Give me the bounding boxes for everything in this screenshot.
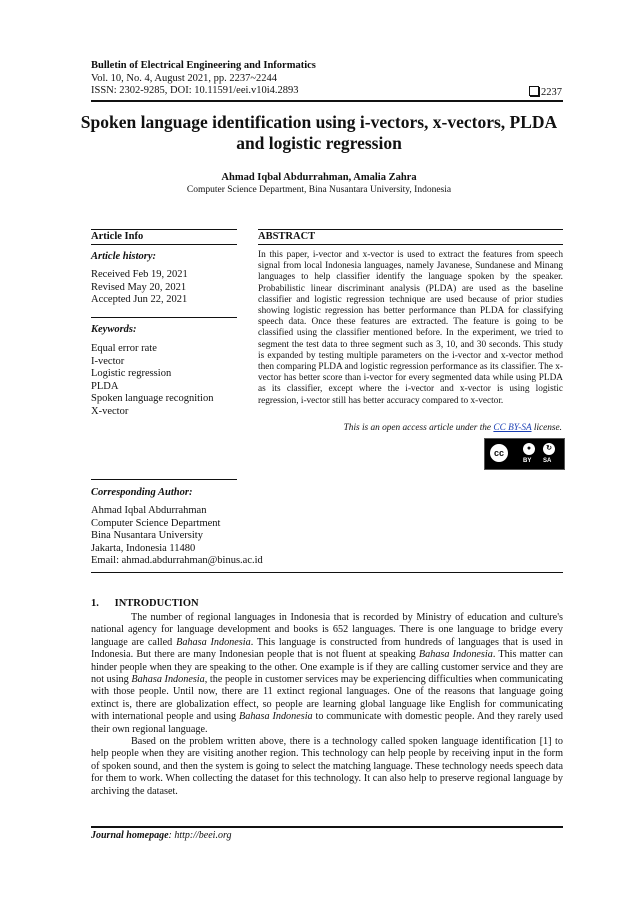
keyword-item: Spoken language recognition [91,393,214,404]
abstract-heading-rule [258,244,563,245]
abstract-heading: ABSTRACT [258,231,316,242]
footer-rule [91,826,563,828]
text-run: The number of regional languages in Indonesia that is recorded by Ministry of education and culture's national agency for language development and books is 652 languages. There is one language to bridge every language are called [91,612,563,648]
info-heading-rule [91,244,237,245]
page-box-icon [529,86,539,96]
page-number: 2237 [529,86,562,98]
corresponding-details [91,505,263,568]
history-rule [91,317,237,318]
issn-doi: ISSN: 2302-9285, DOI: 10.11591/eei.v10i4.2893 [91,85,299,96]
corresponding-university: Bina Nusantara University [91,530,203,541]
italic-term: Bahasa Indonesia [176,636,251,648]
history-received: Received Feb 19, 2021 [91,269,188,280]
keyword-item: PLDA [91,380,119,392]
journal-name: Bulletin of Electrical Engineering and Informatics [91,60,316,71]
authors: Ahmad Iqbal Abdurrahman, Amalia Zahra [221,172,417,183]
paper-title: Spoken language identification using i-vectors, x-vectors, PLDA and logistic regression [80,112,558,153]
header-rule [91,100,563,102]
article-info-heading: Article Info [91,231,144,242]
history-revised: Revised May 20, 2021 [91,281,187,293]
italic-term: Bahasa Indonesia [418,649,493,661]
italic-term: Bahasa Indonesia [131,674,205,686]
info-top-rule [91,229,237,230]
volume-info: Vol. 10, No. 4, August 2021, pp. 2237~2244 [91,72,278,84]
keywords-heading: Keywords: [91,324,137,335]
text-run: to communicate with domestic people. And they rarely used their own regional language. [91,711,563,735]
homepage-url[interactable]: : http://beei.org [168,830,232,841]
front-matter-rule [91,572,563,573]
abstract-text: In this paper, i-vector and x-vector is used to extract the features from speech signal from local Indonesia languages, namely Javanese, Sundanese and Minang languages to help classifier identify the language spoken by the speaker. Probabilistic linear discriminant analysis (PLDA) are used as the baseline classifier and logistic regression technique are used because of prior studies showing logistic regression has better performance than PLDA for classifying speech data. Once these features are extracted. The feature is going to be classified using the classifier mentioned before. In the experiment, we tried to segment the test data to three segment such as 3, 10, and 30 seconds. This study is expanded by testing multiple parameters on the i-vector and x-vector method then comparing PLDA and logistic regression performance as its classifier. The x-vector has better score than i-vector for every segmented data while using PLDA as its classifier, except where the i-vector and x-vector is using logistic regression, i-vector still has better accuracy compared to x-vector. [258,250,563,406]
intro-paragraph-1 [91,612,563,736]
corresponding-name: Ahmad Iqbal Abdurrahman [91,505,207,516]
corresponding-rule [91,479,237,480]
abstract-top-rule [258,229,563,230]
license-line: This is an open access article under the CC BY-SA license. [343,423,562,433]
cc-by-sa-badge[interactable] [484,438,565,470]
keyword-item: Logistic regression [91,368,172,379]
journal-homepage: Journal homepage: http://beei.org [91,830,232,841]
by-label: BY [523,458,532,464]
cc-by-sa-link[interactable]: CC BY-SA [493,423,532,433]
sa-label: SA [543,458,552,464]
journal-header [91,60,316,98]
italic-term: Bahasa Indonesia [239,711,313,723]
cc-icon: cc [488,442,510,464]
affiliation: Computer Science Department, Bina Nusantara University, Indonesia [186,185,452,195]
sa-share-icon: ↻ [543,443,555,455]
intro-heading: 1. INTRODUCTION [91,598,199,609]
by-person-icon: ● [523,443,535,455]
history-heading: Article history: [91,251,157,262]
history-list [91,269,188,307]
intro-body [91,612,563,798]
corresponding-department: Computer Science Department [91,517,221,529]
corresponding-heading: Corresponding Author: [91,487,193,498]
corresponding-address: Jakarta, Indonesia 11480 [91,542,196,554]
corresponding-email: Email: ahmad.abdurrahman@binus.ac.id [91,555,263,566]
keywords-list [91,343,213,418]
text-run: , the people in customer services may be experiencing difficulties when communicating with those people. Until now, there are 11 extinct regional languages. One of the reasons that language going extinct is, there are globalization effect, so people are learning global language like English for communicating with international people and using [91,674,563,723]
intro-paragraph-2: Based on the problem written above, there is a technology called spoken language identification [1] to help people when they are visiting another region. This technology can help people by receiving input in the form of spoken sound, and then the system is going to select the matching language. These technology needs speech data for them to work. When collecting the dataset for this technology. It can also help to preserve regional language by archiving the dataset. [91,736,563,797]
keyword-item: Equal error rate [91,343,157,354]
history-accepted: Accepted Jun 22, 2021 [91,294,188,305]
text-run: . This language is constructed from hundreds of languages that is used in Indonesia. But there are many Indonesian people that is not fluent at speaking [91,636,563,661]
text-run: . This matter can hinder people when they are speaking to the other. One example is if they are calling customer service and they are not using [91,649,563,686]
keyword-item: I-vector [91,355,125,367]
keyword-item: X-vector [91,405,129,417]
